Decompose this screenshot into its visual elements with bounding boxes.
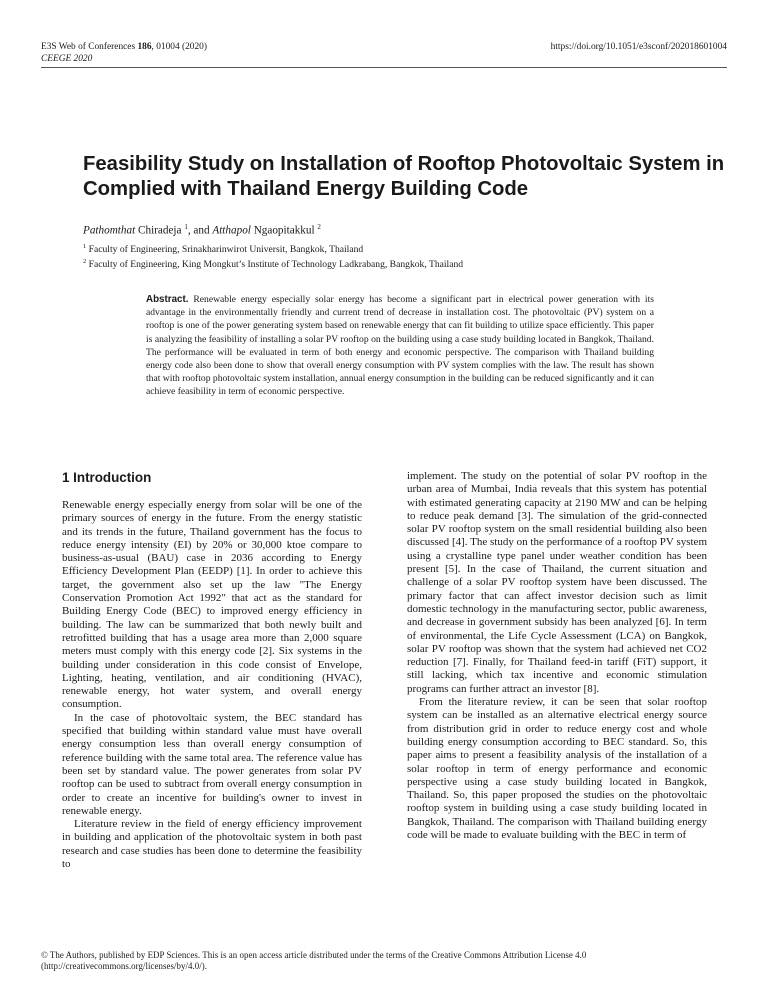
- license-footer: [41, 950, 731, 973]
- paragraph: Literature review in the field of energy efficiency improvement in building and application of the photovoltaic system in both past research and case studies has been done to determine the feasibility to: [62, 818, 362, 871]
- article-number: , 01004 (2020): [151, 42, 207, 52]
- paragraph: Renewable energy especially energy from solar will be one of the primary sources of energy in the future. From the energy statistic and its trends in the future, Thailand government has the focus to reduce energy intensity (EI) by 20% or 30,000 ktoe compare to business-as-usual (BAU) case in 2036 according to Energy Efficiency Development Plan (EEDP) [1]. In order to achieve this target, the government also set up the law "The Energy Conservation Promotion Act 1992" that act as the standard for Building Energy Code (BEC) to improved energy efficiency in building. The law can be summarized that both newly built and retrofitted building that has a usage area more than 2,000 square meters must comply with this energy code [2]. Six systems in the building under consideration in this code consist of Envelope, Lighting, heating, ventilation, and air conditioning (HVAC), renewable energy, hot water system, and overall energy consumption.: [62, 499, 362, 711]
- right-column: [407, 470, 707, 842]
- conference-name: CEEGE 2020: [41, 54, 93, 64]
- author-2-given: Atthapol: [212, 224, 251, 237]
- author-2-affil: 2: [317, 223, 321, 231]
- paragraph: implement. The study on the potential of solar PV rooftop in the urban area of Mumbai, India reveals that this system has potential with estimated generating capacity at 2190 MW and can be helping to reduce peak demand [3]. The simulation of the grid-connected solar PV rooftop system on the small residential building also been discussed [4]. The study on the performance of a rooftop PV system using a crystalline type panel under weather condition has been present [5]. In the case of Thailand, the current situation and challenge of a solar PV rooftop system have been discussed. The primary factor that can affect investor decision such as limit domestic technology in the manufacturing sector, public awareness, and decrease in government subsidy has been analyzed [6]. In term of environmental, the Life Cycle Assessment (LCA) on Bangkok, solar PV rooftop was shown that the system had achieved net CO2 reduction [7]. Finally, for Thailand feed-in tariff (FiT) support, it still lacking, which tax incentive and economic stimulation programs can further attract an investor [8].: [407, 470, 707, 695]
- affiliation-1: $^1$ Faculty of Engineering, Srinakharinwirot Universit, Bangkok, Thailand: [83, 243, 364, 256]
- affiliations: [83, 241, 463, 271]
- author-1-given: Pathomthat: [83, 224, 136, 237]
- journal-info: [41, 41, 207, 65]
- doi-link[interactable]: https://doi.org/10.1051/e3sconf/202018601004: [550, 42, 727, 52]
- author-2-family: Ngaopitakkul: [253, 224, 315, 237]
- section-heading: 1 Introduction: [62, 470, 152, 485]
- left-column: [62, 470, 362, 871]
- journal-name: E3S Web of Conferences: [41, 42, 136, 52]
- paper-title: Feasibility Study on Installation of Rooftop Photovoltaic System in Complied with Thailand Energy Building Code: [83, 153, 725, 200]
- author-1-family: Chiradeja: [138, 224, 182, 237]
- abstract-label: Abstract.: [146, 294, 189, 305]
- abstract-text: Renewable energy especially solar energy has become a significant part in electrical power generation with its advantage in the environmentally friendly and current trend of decrease in installation cost. The photovoltaic (PV) system on a rooftop is one of the power generating system based on renewable energy that can fit building to utilize space efficiently. This paper is analyzing the feasibility of installing a solar PV rooftop on the building using a case study building located in Bangkok, Thailand. The performance will be evaluated in term of both energy and economic perspective. The comparison with Thailand building energy code also been done to show that overall energy consumption with PV system complies with the law. The result has shown that with rooftop photovoltaic system installation, annual energy consumption in the building can be reduced significantly and it can achieve feasibility in term of economic perspective.: [146, 294, 654, 398]
- journal-volume: 186: [137, 42, 152, 52]
- license-url[interactable]: (http://creativecommons.org/licenses/by/4.0/).: [41, 961, 208, 972]
- paragraph: In the case of photovoltaic system, the BEC standard has specified that building within standard value must have overall energy consumption less than overall energy consumption of reference building with the same total area. The reference value has been set by standard value. The power generates from solar PV rooftop can be used to subtract from overall energy consumption in order to create an incentive for building's owner to invest in renewable energy.: [62, 711, 362, 817]
- author-list: [83, 220, 321, 238]
- author-1-affil: 1: [184, 223, 188, 231]
- paragraph: From the literature review, it can be seen that solar rooftop system can be installed as an alternative electrical energy source from distribution grid in order to reduce energy cost and whole building energy consumption according to BEC standard. So, this paper aims to present a feasibility analysis of the installation of a solar rooftop in term of energy performance and economic perspective using a case study building located in Bangkok, Thailand. So, this paper proposed the studies on the photovoltaic rooftop system in building using a case study building located in Bangkok, Thailand. The comparison with Thailand building energy code will be made to evaluate building with the BEC in term of: [407, 696, 707, 842]
- author-separator: , and: [187, 224, 210, 237]
- affiliation-2: $^2$ Faculty of Engineering, King Mongkut’s Institute of Technology Ladkrabang, Bangkok, Thailand: [83, 258, 464, 271]
- header-divider: [41, 67, 727, 68]
- abstract: [146, 293, 654, 399]
- license-text: © The Authors, published by EDP Sciences. This is an open access article distributed under the terms of the Creative Commons Attribution License 4.0: [41, 950, 587, 960]
